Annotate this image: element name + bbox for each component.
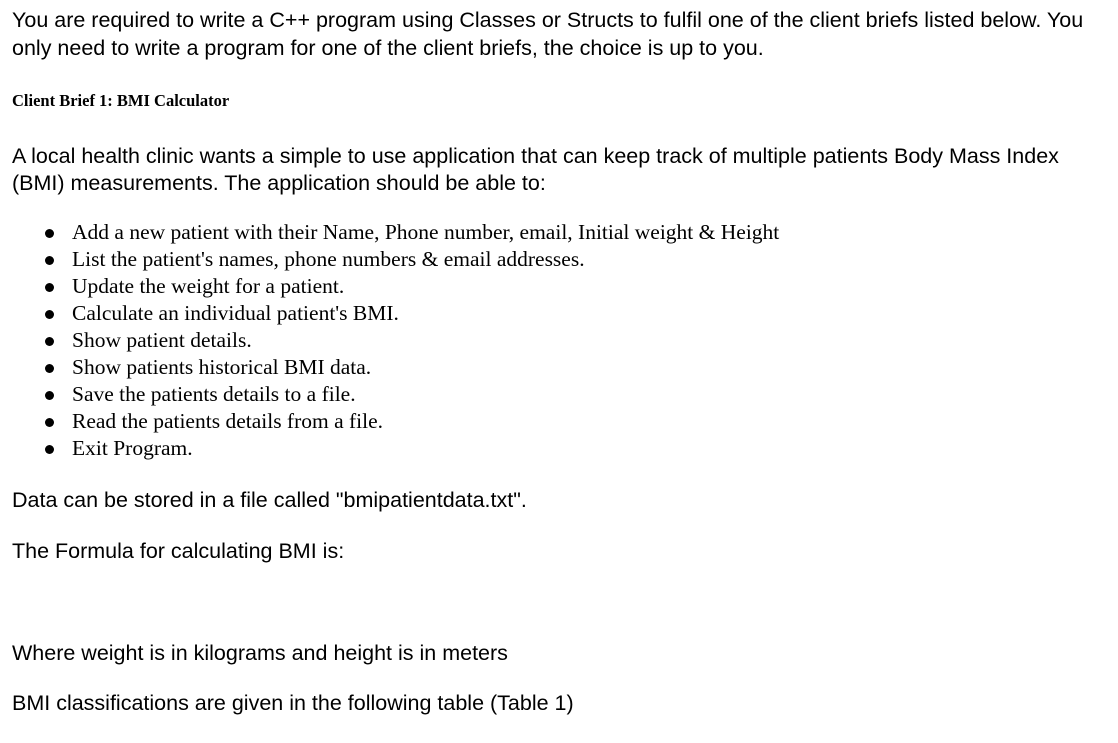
bullet-icon bbox=[45, 364, 54, 373]
table-intro: BMI classifications are given in the following table (Table 1) bbox=[12, 691, 574, 715]
list-item-text: Add a new patient with their Name, Phone number, email, Initial weight & Height bbox=[72, 220, 780, 244]
bullet-icon bbox=[45, 337, 54, 346]
bullet-icon bbox=[45, 283, 54, 292]
list-item bbox=[45, 246, 779, 273]
list-item-text: List the patient's names, phone numbers & email addresses. bbox=[72, 247, 585, 271]
brief-description: A local health clinic wants a simple to use application that can keep track of multiple patients Body Mass Index (BMI) measurements. The application should be able to: bbox=[12, 144, 1059, 195]
bullet-icon bbox=[45, 445, 54, 454]
list-item-text: Calculate an individual patient's BMI. bbox=[72, 301, 399, 325]
list-item-text: Update the weight for a patient. bbox=[72, 274, 345, 298]
list-item bbox=[45, 435, 779, 462]
intro-paragraph: You are required to write a C++ program using Classes or Structs to fulfil one of the client briefs listed below. You only need to write a program for one of the client briefs, the choice is up to you. bbox=[12, 8, 1084, 60]
list-item bbox=[45, 300, 779, 327]
bullet-icon bbox=[45, 229, 54, 238]
list-item bbox=[45, 327, 779, 354]
units-note: Where weight is in kilograms and height is in meters bbox=[12, 641, 508, 665]
bullet-icon bbox=[45, 256, 54, 265]
list-item bbox=[45, 381, 779, 408]
client-brief-title: Client Brief 1: BMI Calculator bbox=[12, 91, 230, 110]
list-item bbox=[45, 273, 779, 300]
bullet-icon bbox=[45, 310, 54, 319]
list-item-text: Show patients historical BMI data. bbox=[72, 355, 372, 379]
data-storage-note: Data can be stored in a file called "bmipatientdata.txt". bbox=[12, 488, 527, 512]
list-item-text: Read the patients details from a file. bbox=[72, 409, 384, 433]
list-item bbox=[45, 219, 779, 246]
requirements-list bbox=[45, 219, 779, 462]
bullet-icon bbox=[45, 391, 54, 400]
list-item-text: Save the patients details to a file. bbox=[72, 382, 356, 406]
list-item-text: Exit Program. bbox=[72, 436, 193, 460]
formula-intro: The Formula for calculating BMI is: bbox=[12, 539, 345, 563]
list-item bbox=[45, 354, 779, 381]
list-item-text: Show patient details. bbox=[72, 328, 252, 352]
bullet-icon bbox=[45, 418, 54, 427]
list-item bbox=[45, 408, 779, 435]
